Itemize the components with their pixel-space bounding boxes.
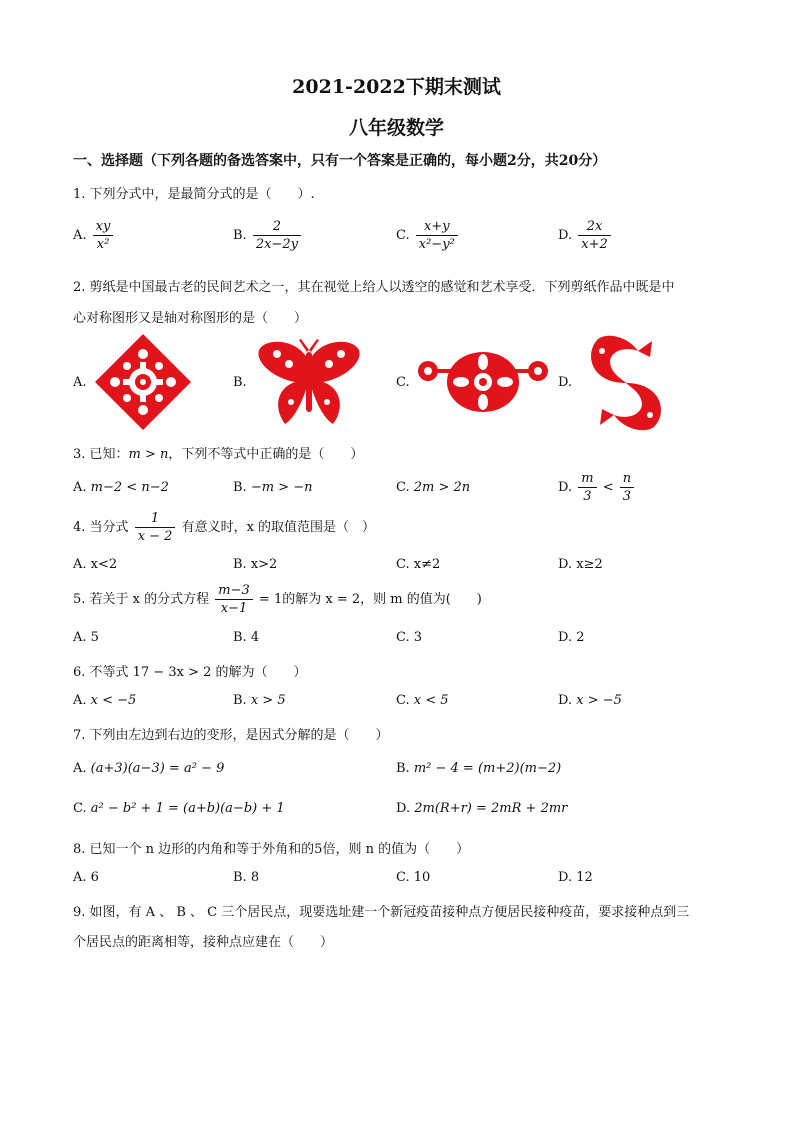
fraction-numerator: m (578, 470, 596, 488)
option-label: A. (73, 228, 87, 243)
option-math: −m > −n (250, 480, 313, 495)
papercut-flower-image (416, 345, 550, 419)
question-3-stem (73, 443, 363, 462)
question-6-stem: 6. 不等式 17 − 3x > 2 的解为（ ） (73, 665, 307, 680)
papercut-fish-image (580, 333, 672, 433)
fraction-denominator: x−1 (220, 601, 248, 616)
question-6-option-b (233, 693, 286, 708)
option-label: C. (396, 693, 410, 708)
question-9-line-1: 9. 如图，有 A 、 B 、 C 三个居民点，现要选址建一个新冠疫苗接种点方便居民接种疫苗，要求接种点到三 (73, 905, 690, 920)
stem-math: m > n (128, 447, 169, 462)
fraction-denominator: 2x−2y (255, 237, 298, 252)
fraction-denominator: x² (96, 237, 110, 252)
question-2-label-b: B. (233, 375, 247, 390)
papercut-butterfly-image (255, 338, 363, 428)
question-5-option-c: C. 3 (396, 630, 423, 645)
question-6-option-c (396, 693, 449, 708)
stem-text: 3. 已知： (73, 447, 129, 462)
fraction-denominator: 3 (583, 489, 592, 504)
question-1-option-b (233, 218, 303, 253)
stem-text: 有意义时，x 的取值范围是（ ） (181, 520, 376, 535)
option-label: A. (73, 480, 87, 495)
option-label: A. (73, 761, 87, 776)
papercut-snowflake-image (92, 332, 194, 432)
operator: < (602, 480, 614, 495)
question-8-option-a: A. 6 (73, 870, 99, 885)
question-5-option-a: A. 5 (73, 630, 99, 645)
option-label: D. (558, 228, 573, 243)
question-7-option-a (73, 761, 224, 776)
fraction-numerator: m−3 (215, 582, 253, 600)
question-4-option-b: B. x>2 (233, 557, 278, 572)
option-label: B. (233, 480, 247, 495)
option-math: m−2 < n−2 (90, 480, 169, 495)
question-8-option-c: C. 10 (396, 870, 431, 885)
option-label: C. (396, 228, 410, 243)
fraction-numerator: n (620, 470, 634, 488)
fraction-denominator: x+2 (581, 237, 608, 252)
option-label: D. (558, 693, 573, 708)
fraction-numerator: x+y (416, 218, 458, 236)
question-5-option-b: B. 4 (233, 630, 260, 645)
question-7-option-d (396, 801, 567, 816)
question-6-option-d (558, 693, 622, 708)
option-math: x > −5 (576, 693, 622, 708)
fraction-numerator: 1 (135, 510, 176, 528)
stem-text: 5. 若关于 x 的分式方程 (73, 592, 210, 607)
question-2-label-c: C. (396, 375, 410, 390)
question-8-stem: 8. 已知一个 n 边形的内角和等于外角和的5倍，则 n 的值为（ ） (73, 842, 470, 857)
question-4-option-a: A. x<2 (73, 557, 118, 572)
option-label: C. (73, 801, 87, 816)
question-5-stem (73, 582, 482, 617)
question-3-option-d (558, 470, 636, 505)
question-9-line-2: 个居民点的距离相等，接种点应建在（ ） (73, 935, 334, 950)
section-heading: 一、选择题（下列各题的备选答案中，只有一个答案是正确的，每小题2分，共20分） (73, 153, 607, 169)
question-7-stem: 7. 下列由左边到右边的变形，是因式分解的是（ ） (73, 728, 389, 743)
option-label: B. (233, 228, 247, 243)
stem-text: ，下列不等式中正确的是（ ） (168, 447, 364, 462)
question-7-option-c (73, 801, 285, 816)
option-label: B. (233, 693, 247, 708)
question-1-option-d (558, 218, 613, 253)
question-2-line-2: 心对称图形又是轴对称图形的是（ ） (73, 311, 308, 326)
option-label: B. (396, 761, 410, 776)
question-3-option-a (73, 480, 169, 495)
option-math: x < 5 (413, 693, 449, 708)
question-6-option-a (73, 693, 136, 708)
option-math: (a+3)(a−3) = a² − 9 (90, 761, 225, 776)
fraction-numerator: xy (93, 218, 114, 236)
option-label: A. (73, 693, 87, 708)
option-label: D. (396, 801, 411, 816)
option-math: x > 5 (250, 693, 286, 708)
fraction-denominator: x²−y² (418, 237, 455, 252)
question-1-option-c (396, 218, 460, 253)
question-4-option-d: D. x≥2 (558, 557, 603, 572)
option-label: D. (558, 480, 573, 495)
option-label: C. (396, 480, 410, 495)
stem-text: = 1的解为 x = 2，则 m 的值为( ) (258, 592, 482, 607)
option-math: x < −5 (90, 693, 137, 708)
option-math: a² − b² + 1 = (a+b)(a−b) + 1 (90, 801, 285, 816)
question-2-label-d: D. (558, 375, 573, 390)
exam-title: 2021-2022下期末测试 (292, 76, 501, 98)
question-1-option-a (73, 218, 115, 253)
option-math: 2m > 2n (413, 480, 471, 495)
stem-text: 4. 当分式 (73, 520, 129, 535)
exam-subtitle: 八年级数学 (348, 117, 444, 139)
question-3-option-c (396, 480, 470, 495)
fraction-denominator: x − 2 (137, 529, 173, 544)
question-2-label-a: A. (73, 375, 87, 390)
question-1-stem: 1. 下列分式中，是最简分式的是（ ）. (73, 187, 315, 202)
question-5-option-d: D. 2 (558, 630, 585, 645)
fraction-numerator: 2 (253, 218, 301, 236)
fraction-numerator: 2x (578, 218, 611, 236)
option-math: m² − 4 = (m+2)(m−2) (413, 761, 562, 776)
question-4-option-c: C. x≠2 (396, 557, 441, 572)
question-4-stem (73, 510, 375, 545)
question-8-option-b: B. 8 (233, 870, 260, 885)
fraction-denominator: 3 (622, 489, 632, 504)
question-2-line-1: 2. 剪纸是中国最古老的民间艺术之一，其在视觉上给人以透空的感觉和艺术享受．下列剪纸作品中既是中 (73, 280, 675, 295)
question-3-option-b (233, 480, 312, 495)
option-math: 2m(R+r) = 2mR + 2mr (414, 801, 568, 816)
question-7-option-b (396, 761, 561, 776)
question-8-option-d: D. 12 (558, 870, 593, 885)
